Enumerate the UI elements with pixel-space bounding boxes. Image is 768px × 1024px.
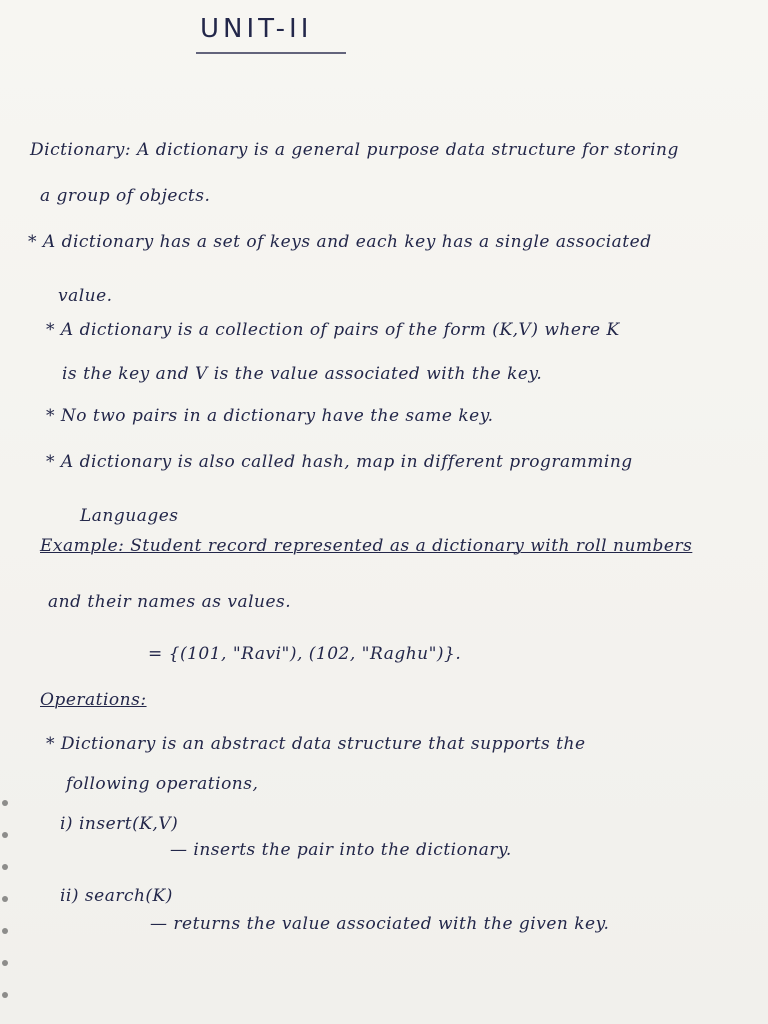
text-line: i) insert(K,V) xyxy=(60,814,179,834)
text-line: * No two pairs in a dictionary have the same key. xyxy=(46,406,494,426)
text-line: ii) search(K) xyxy=(60,886,173,906)
text-line: — returns the value associated with the given key. xyxy=(150,914,610,934)
binding-hole xyxy=(2,928,8,934)
binding-hole xyxy=(2,960,8,966)
text-line: * A dictionary is also called hash, map in different programming xyxy=(46,452,633,472)
text-line: * A dictionary has a set of keys and each key has a single associated xyxy=(28,232,652,252)
text-line: and their names as values. xyxy=(48,592,292,612)
binding-hole xyxy=(2,832,8,838)
binding-hole xyxy=(2,896,8,902)
text-line: Dictionary: A dictionary is a general purpose data structure for storing xyxy=(30,140,679,160)
title-underline xyxy=(196,52,346,54)
page-title: UNIT-II xyxy=(200,14,313,44)
text-line: — inserts the pair into the dictionary. xyxy=(170,840,512,860)
text-line: = {(101, "Ravi"), (102, "Raghu")}. xyxy=(148,644,462,664)
binding-hole xyxy=(2,864,8,870)
text-line: Example: Student record represented as a dictionary with roll numbers xyxy=(40,536,693,556)
text-line: a group of objects. xyxy=(40,186,211,206)
text-line: following operations, xyxy=(66,774,259,794)
section-heading: Operations: xyxy=(40,690,147,710)
binding-holes xyxy=(0,780,14,1024)
binding-hole xyxy=(2,992,8,998)
text-line: Languages xyxy=(80,506,179,526)
text-line: value. xyxy=(58,286,113,306)
binding-hole xyxy=(2,800,8,806)
text-line: is the key and V is the value associated with the key. xyxy=(62,364,543,384)
text-line: * A dictionary is a collection of pairs of the form (K,V) where K xyxy=(46,320,620,340)
text-line: * Dictionary is an abstract data structure that supports the xyxy=(46,734,586,754)
